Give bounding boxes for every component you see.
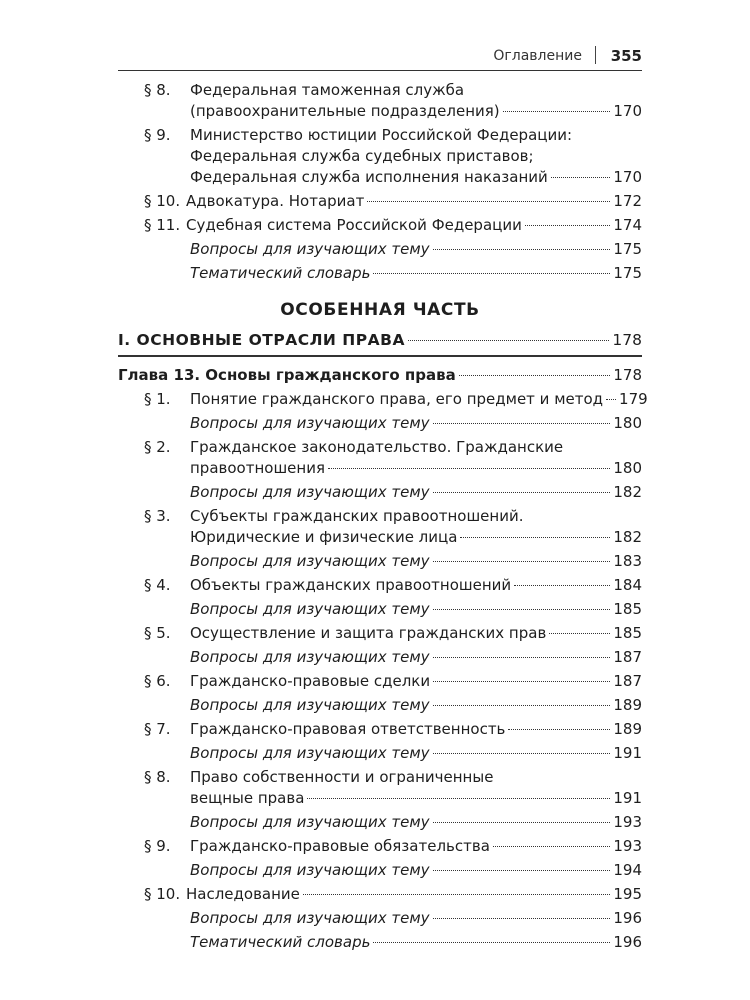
- section-number: § 1.: [144, 390, 171, 408]
- toc-subentry[interactable]: [118, 482, 642, 503]
- section-number: § 10.: [144, 885, 181, 903]
- section-number: § 6.: [144, 672, 171, 690]
- page-ref: 180: [613, 459, 642, 477]
- page-ref: 195: [613, 885, 642, 903]
- chapter-title: Глава 13. Основы гражданского права: [118, 366, 456, 384]
- page-ref: 191: [613, 789, 642, 807]
- toc-top-list: [118, 80, 642, 284]
- toc-subentry[interactable]: [118, 647, 642, 668]
- toc-subentry[interactable]: [118, 743, 642, 764]
- entry-title: Гражданско-правовые сделки: [190, 672, 431, 690]
- toc-section-entry[interactable]: [118, 437, 642, 479]
- entry-title: Понятие гражданского права, его предмет и метод: [190, 390, 604, 408]
- page-ref: 187: [613, 648, 642, 666]
- toc-subentry[interactable]: [118, 860, 642, 881]
- entry-title: Вопросы для изучающих тему: [190, 696, 430, 714]
- page-ref: 180: [613, 414, 642, 432]
- toc-subentry[interactable]: [118, 932, 642, 953]
- section-number: § 9.: [144, 837, 171, 855]
- entry-title: Вопросы для изучающих тему: [190, 744, 430, 762]
- leader-dots: [307, 798, 610, 799]
- section-number: § 2.: [144, 438, 171, 456]
- leader-dots: [433, 561, 611, 562]
- entry-title: Вопросы для изучающих тему: [190, 552, 430, 570]
- page-ref: 185: [613, 600, 642, 618]
- header-title: Оглавление: [493, 48, 582, 64]
- leader-dots: [433, 492, 611, 493]
- entry-title: Судебная система Российской Федерации: [186, 216, 522, 234]
- page-ref: 170: [613, 168, 642, 186]
- toc-section-entry[interactable]: [118, 191, 642, 212]
- leader-dots: [433, 249, 611, 250]
- entry-title: Объекты гражданских правоотношений: [190, 576, 512, 594]
- page-ref: 184: [613, 576, 642, 594]
- page-ref: 179: [619, 390, 648, 408]
- toc-subentry[interactable]: [118, 239, 642, 260]
- entry-title: Вопросы для изучающих тему: [190, 813, 430, 831]
- leader-dots: [508, 729, 610, 730]
- toc-section-entry[interactable]: [118, 506, 642, 548]
- leader-dots: [433, 918, 611, 919]
- table-of-contents: [118, 80, 648, 956]
- toc-subentry[interactable]: [118, 599, 642, 620]
- toc-section-entry[interactable]: [118, 389, 648, 410]
- page-ref: 182: [613, 483, 642, 501]
- entry-title: Вопросы для изучающих тему: [190, 240, 430, 258]
- entry-title: Федеральная служба исполнения наказаний: [190, 168, 548, 186]
- page-ref: 182: [613, 528, 642, 546]
- toc-section-entry[interactable]: [118, 884, 642, 905]
- entry-title: Вопросы для изучающих тему: [190, 483, 430, 501]
- leader-dots: [367, 201, 610, 202]
- page-ref: 185: [613, 624, 642, 642]
- entry-title: правоотношения: [190, 459, 325, 477]
- toc-chapter-entry[interactable]: [118, 365, 642, 386]
- toc-section-entry[interactable]: [118, 671, 642, 692]
- leader-dots: [433, 870, 611, 871]
- leader-dots: [373, 273, 610, 274]
- page-ref: 193: [613, 837, 642, 855]
- section-number: § 11.: [144, 216, 181, 234]
- page-ref: 170: [613, 102, 642, 120]
- entry-title: Гражданско-правовые обязательства: [190, 837, 490, 855]
- leader-dots: [373, 942, 610, 943]
- toc-section-entry[interactable]: [118, 575, 642, 596]
- leader-dots: [433, 657, 611, 658]
- entry-title: вещные права: [190, 789, 305, 807]
- toc-section-entry[interactable]: [118, 767, 642, 809]
- section-number: § 5.: [144, 624, 171, 642]
- header-separator: [595, 46, 597, 64]
- entry-title: Тематический словарь: [190, 264, 371, 282]
- entry-title-line: Федеральная служба судебных приставов;: [190, 147, 534, 165]
- leader-dots: [433, 822, 611, 823]
- entry-title-line: Право собственности и ограниченные: [190, 768, 494, 786]
- page-ref: 193: [613, 813, 642, 831]
- page-ref: 196: [613, 933, 642, 951]
- page-ref: 196: [613, 909, 642, 927]
- entry-title: Гражданско-правовая ответственность: [190, 720, 506, 738]
- page-ref: 191: [613, 744, 642, 762]
- entry-title: Тематический словарь: [190, 933, 371, 951]
- toc-section-entry[interactable]: [118, 719, 642, 740]
- part-title: I. ОСНОВНЫЕ ОТРАСЛИ ПРАВА: [118, 331, 405, 349]
- toc-section-entry[interactable]: [118, 623, 642, 644]
- page-ref: 183: [613, 552, 642, 570]
- toc-section-entry[interactable]: [118, 215, 642, 236]
- leader-dots: [433, 705, 611, 706]
- entry-title: Вопросы для изучающих тему: [190, 861, 430, 879]
- page-ref: 187: [613, 672, 642, 690]
- leader-dots: [525, 225, 611, 226]
- section-number: § 3.: [144, 507, 171, 525]
- section-number: § 4.: [144, 576, 171, 594]
- leader-dots: [606, 399, 616, 400]
- toc-section-entry[interactable]: [118, 125, 642, 188]
- section-number: § 7.: [144, 720, 171, 738]
- entry-title-line: Федеральная таможенная служба: [190, 81, 465, 99]
- page-ref: 172: [613, 192, 642, 210]
- leader-dots: [514, 585, 610, 586]
- toc-section-entry[interactable]: [118, 836, 642, 857]
- toc-subentry[interactable]: [118, 413, 642, 434]
- section-number: § 8.: [144, 81, 171, 99]
- leader-dots: [328, 468, 610, 469]
- page-ref: 194: [613, 861, 642, 879]
- leader-dots: [433, 423, 611, 424]
- part-divider: [118, 355, 642, 357]
- toc-part-entry[interactable]: [118, 330, 642, 351]
- toc-subentry[interactable]: [118, 551, 642, 572]
- entry-title: Вопросы для изучающих тему: [190, 600, 430, 618]
- leader-dots: [459, 375, 611, 376]
- entry-title-line: Субъекты гражданских правоотношений.: [190, 507, 524, 525]
- toc-section-entry[interactable]: [118, 80, 642, 122]
- leader-dots: [433, 681, 610, 682]
- leader-dots: [551, 177, 611, 178]
- running-header: [118, 44, 642, 71]
- special-part-heading: ОСОБЕННАЯ ЧАСТЬ: [280, 300, 480, 320]
- entry-title: Адвокатура. Нотариат: [186, 192, 365, 210]
- leader-dots: [549, 633, 610, 634]
- page-ref: 175: [613, 264, 642, 282]
- section-number: § 9.: [144, 126, 171, 144]
- toc-subentry[interactable]: [118, 908, 642, 929]
- entry-title: Вопросы для изучающих тему: [190, 909, 430, 927]
- page-ref: 175: [613, 240, 642, 258]
- entry-title: Вопросы для изучающих тему: [190, 648, 430, 666]
- page-number: 355: [610, 47, 642, 65]
- leader-dots: [408, 340, 609, 341]
- entry-title: Вопросы для изучающих тему: [190, 414, 430, 432]
- leader-dots: [460, 537, 610, 538]
- leader-dots: [433, 753, 611, 754]
- entry-title-line: Министерство юстиции Российской Федерации:: [190, 126, 573, 144]
- page-ref: 174: [613, 216, 642, 234]
- leader-dots: [503, 111, 611, 112]
- page-ref: 189: [613, 696, 642, 714]
- entry-title-line: Гражданское законодательство. Гражданские: [190, 438, 564, 456]
- leader-dots: [493, 846, 610, 847]
- page-ref: 178: [613, 366, 642, 384]
- page-ref: 189: [613, 720, 642, 738]
- leader-dots: [433, 609, 611, 610]
- page-ref: 178: [612, 331, 642, 349]
- section-number: § 8.: [144, 768, 171, 786]
- toc-subentry[interactable]: [118, 695, 642, 716]
- entry-title: (правоохранительные подразделения): [190, 102, 500, 120]
- section-number: § 10.: [144, 192, 181, 210]
- entry-title: Осуществление и защита гражданских прав: [190, 624, 547, 642]
- toc-subentry[interactable]: [118, 263, 642, 284]
- toc-bottom-list: [118, 389, 648, 953]
- entry-title: Наследование: [186, 885, 300, 903]
- entry-title: Юридические и физические лица: [190, 528, 458, 546]
- toc-subentry[interactable]: [118, 812, 642, 833]
- leader-dots: [303, 894, 610, 895]
